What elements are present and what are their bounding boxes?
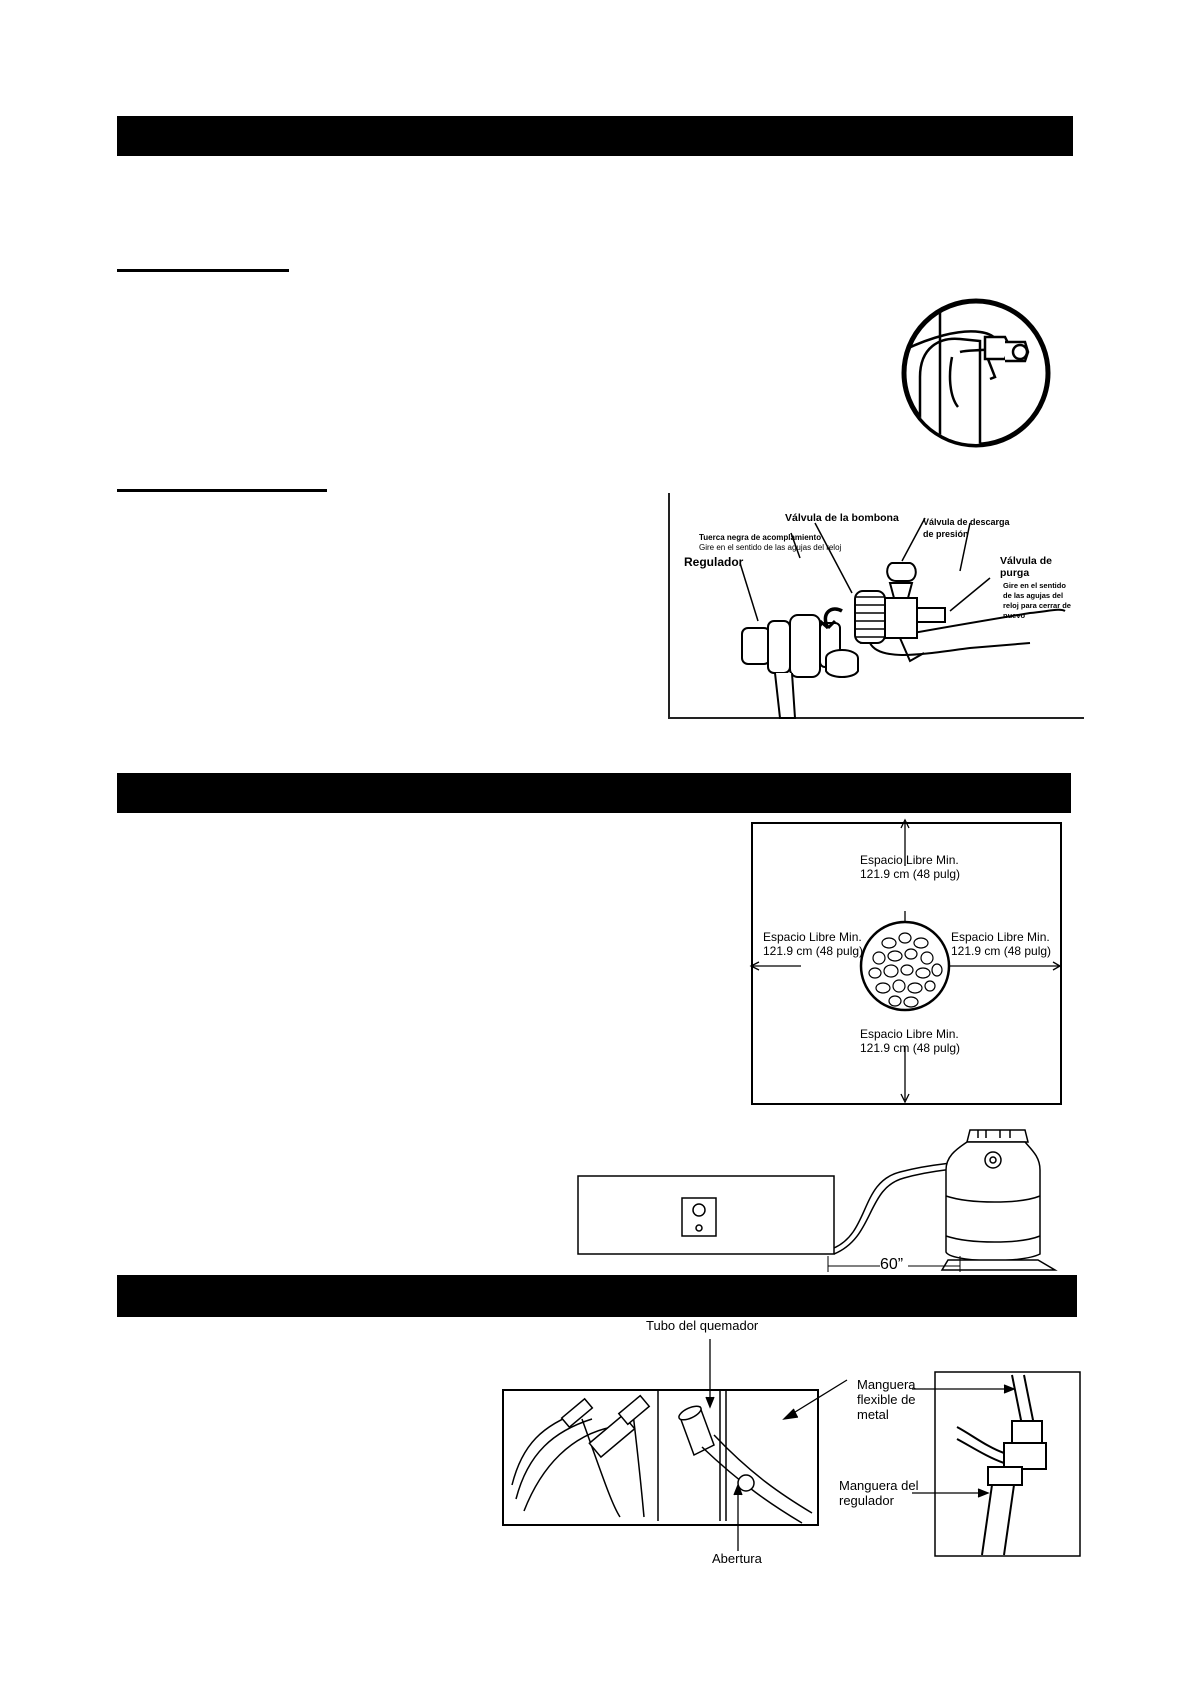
section-header-bar-2 — [117, 773, 1071, 813]
section-header-bar-1 — [117, 116, 1073, 156]
label-bleed-valve-2: purga — [1000, 567, 1030, 579]
label-flex-hose-3: metal — [857, 1407, 889, 1422]
label-flex-hose-2: flexible de — [857, 1392, 916, 1407]
label-bleed-note-1: Gire en el sentido — [1003, 581, 1066, 590]
clearance-top-line1: Espacio Libre Min. — [860, 853, 959, 867]
label-pressure-relief-2: de presión — [923, 529, 969, 539]
label-bleed-valve-1: Válvula de — [1000, 555, 1052, 567]
label-bleed-note-4: nuevo — [1003, 611, 1026, 620]
label-coupling-nut-title: Tuerca negra de acomplamiento — [699, 533, 822, 542]
clearance-left-line2: 121.9 cm (48 pulg) — [763, 944, 864, 958]
tank-distance-label: 60” — [880, 1256, 904, 1273]
clearance-left-line1: Espacio Libre Min. — [763, 930, 862, 944]
clearance-right-line2: 121.9 cm (48 pulg) — [951, 944, 1052, 958]
clearance-bottom-line2: 121.9 cm (48 pulg) — [860, 1041, 961, 1055]
section-header-bar-3 — [117, 1275, 1077, 1317]
tank-distance-drawing — [570, 1112, 1070, 1274]
clearance-right-line1: Espacio Libre Min. — [951, 930, 1050, 944]
label-bleed-note-2: de las agujas del — [1003, 591, 1064, 600]
label-cylinder-valve: Válvula de la bombona — [785, 512, 899, 524]
label-opening: Abertura — [712, 1551, 762, 1566]
label-regulator-hose-2: regulador — [839, 1493, 894, 1508]
label-burner-tube: Tubo del quemador — [646, 1318, 759, 1333]
label-regulator: Regulador — [684, 555, 744, 569]
label-regulator-hose-1: Manguera del — [839, 1478, 919, 1493]
label-bleed-note-3: reloj para cerrar de — [1003, 602, 1071, 610]
label-pressure-relief-1: Válvula de descarga — [923, 517, 1010, 527]
hand-valve-illustration — [900, 297, 1052, 449]
label-flex-hose-1: Manguera — [857, 1377, 916, 1392]
clearance-top-line2: 121.9 cm (48 pulg) — [860, 867, 961, 881]
subsection-underline-1 — [117, 269, 289, 272]
label-coupling-nut-note: Gire en el sentido de las agujas del reloj — [699, 543, 842, 552]
clearance-bottom-line1: Espacio Libre Min. — [860, 1027, 959, 1041]
subsection-underline-2 — [117, 489, 327, 492]
burner-diagram-drawing — [502, 1335, 1082, 1565]
